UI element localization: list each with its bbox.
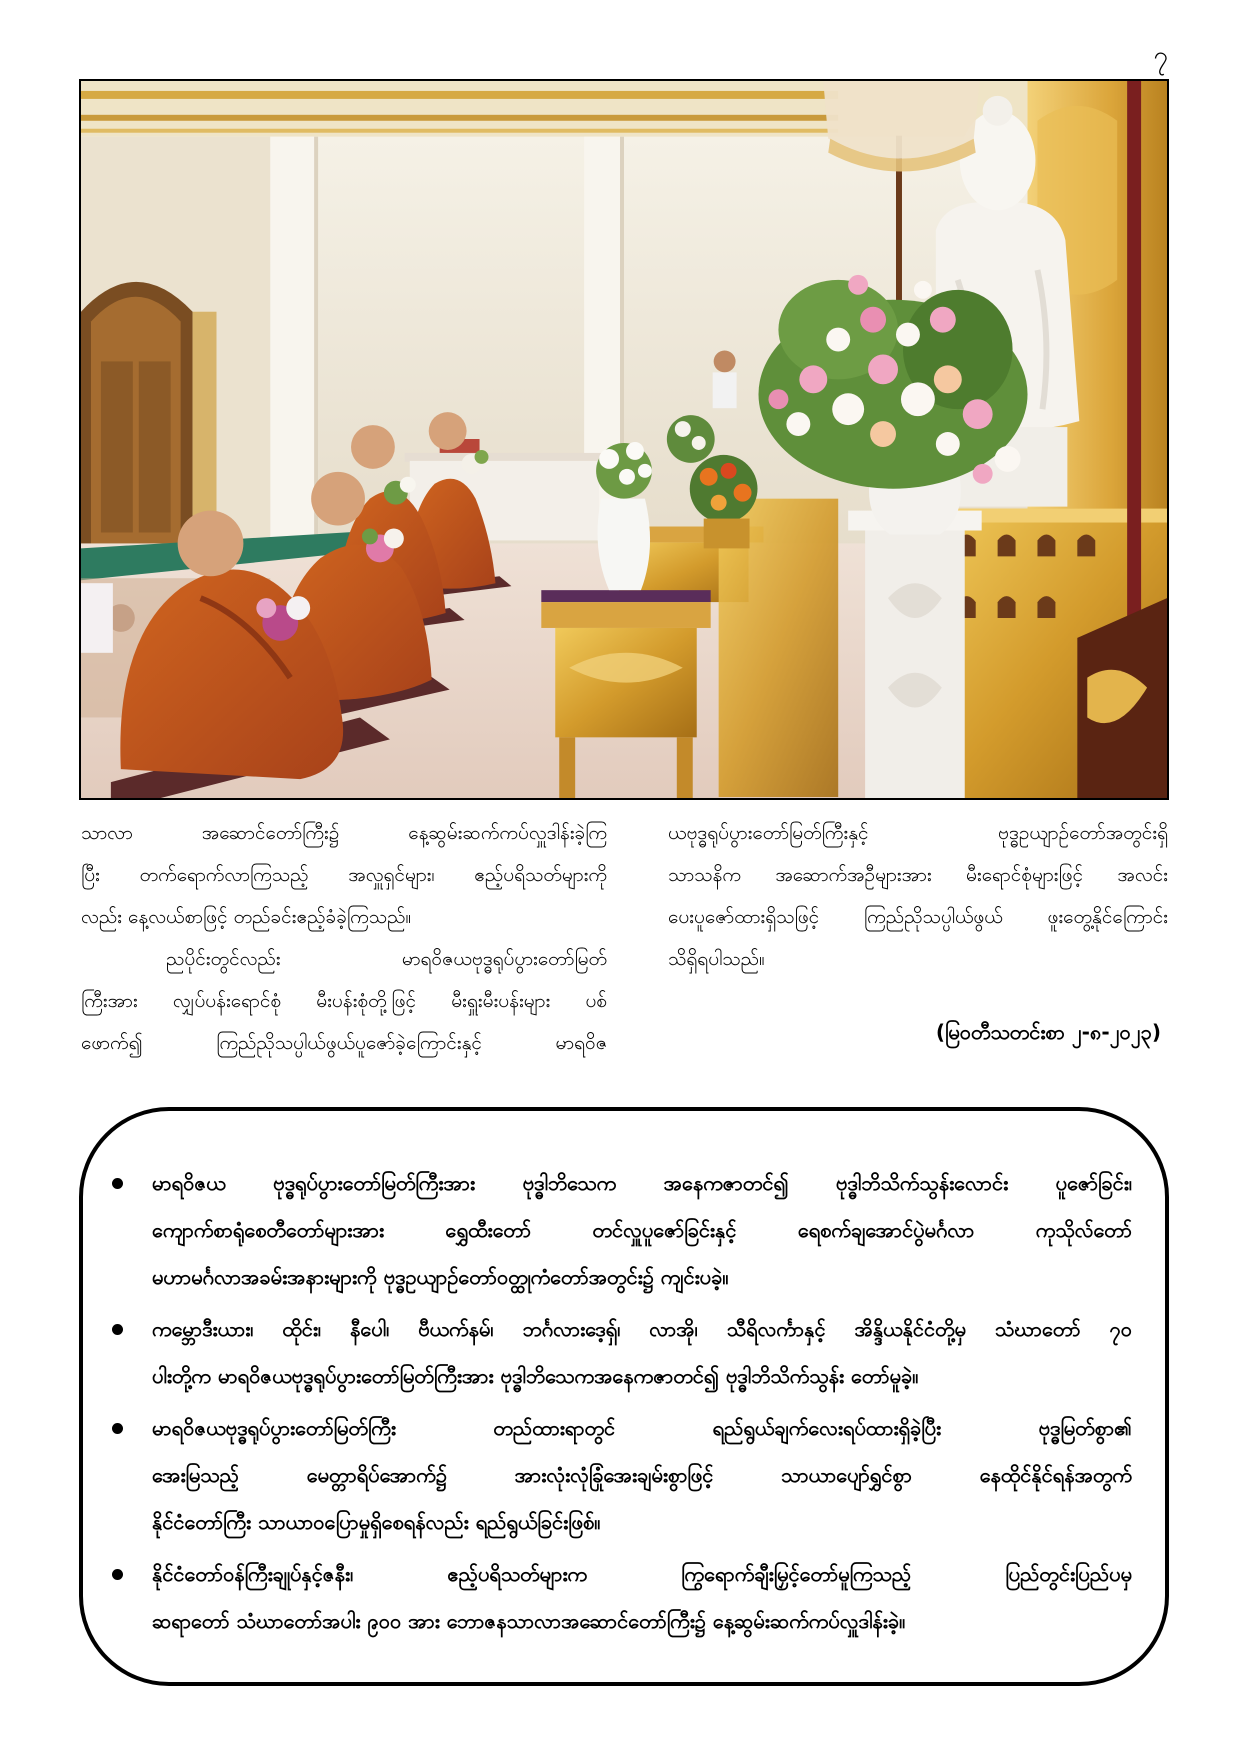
- bullet-icon: [112, 1569, 123, 1580]
- article-line: သာလာ အဆောင်တော်ကြီး၌ နေ့ဆွမ်းဆက်ကပ်လှူဒါန်းခဲ့ကြ: [81, 822, 607, 844]
- highlight-line: မာရဝိဇယ ဗုဒ္ဓရုပ်ပွားတော်မြတ်ကြီးအား ဗုဒ္ဓါဘိသေက အနေကဇာတင်၍ ဗုဒ္ဓါဘိသိက်သွန်းလောင်း ပူဇော်ခြင်း၊: [152, 1171, 1132, 1195]
- ceremony-photo: [79, 79, 1169, 800]
- highlight-item: [152, 1306, 1132, 1400]
- article-right-column: [668, 812, 1168, 980]
- article-line: ကြီးအား လျှပ်ပန်းရောင်စုံ မီးပန်းစုံတို့ဖြင့် မီးရှူးမီးပန်းများ ပစ်: [81, 990, 607, 1012]
- article-line: သာသနိက အဆောက်အဦများအား မီးရောင်စုံများဖြင့် အလင်း: [668, 864, 1168, 886]
- highlight-line: ဆရာတော် သံဃာတော်အပါး ၉၀၀ အား ဘောဇနသာလာအဆောင်တော်ကြီး၌ နေ့ဆွမ်းဆက်ကပ်လှူဒါန်းခဲ့။: [152, 1609, 906, 1633]
- article-line: လည်း နေ့လယ်စာဖြင့် တည်ခင်းဧည့်ခံခဲ့ကြသည်။: [81, 906, 412, 928]
- article-left-column: [81, 812, 607, 1064]
- article-line: ဖောက်၍ ကြည်ညိုသပ္ပါယ်ဖွယ်ပူဇော်ခဲ့ကြောင်းနှင့် မာရဝိဇ: [81, 1032, 607, 1054]
- article-line: ပြီး တက်ရောက်လာကြသည့် အလှူရှင်များ၊ ဧည့်ပရိသတ်များကို: [81, 864, 607, 886]
- highlights-list: [152, 1160, 1132, 1650]
- bullet-icon: [112, 1423, 123, 1434]
- highlight-line: မဟာမင်္ဂလာအခမ်းအနားများကို ဗုဒ္ဓဥယျာဉ်တော်ဝတ္ထုကံတော်အတွင်း၌ ကျင်းပခဲ့။: [152, 1265, 729, 1289]
- highlight-item: [152, 1551, 1132, 1645]
- ceremony-photo-illustration: [81, 81, 1167, 798]
- highlight-line: မာရဝိဇယဗုဒ္ဓရုပ်ပွားတော်မြတ်ကြီး တည်ထားရာတွင် ရည်ရွယ်ချက်လေးရပ်ထားရှိခဲ့ပြီး ဗုဒ္ဓမြတ်စွာ၏: [152, 1416, 1132, 1440]
- highlight-line: နိုင်ငံတော်ဝန်ကြီးချုပ်နှင့်ဇနီး၊ ဧည့်ပရိသတ်များက ကြွရောက်ချီးမြှင့်တော်မူကြသည့် ပြည်တွင်းပြည်ပမှ: [152, 1562, 1132, 1586]
- flower-bouquet: [759, 275, 1028, 489]
- article-line: သိရှိရပါသည်။: [668, 948, 765, 970]
- bullet-icon: [112, 1178, 123, 1189]
- article-line: ယဗုဒ္ဓရုပ်ပွားတော်မြတ်ကြီးနှင့် ဗုဒ္ဓဥယျာဉ်တော်အတွင်းရှိ: [668, 822, 1168, 844]
- page-number: ၇: [1153, 41, 1168, 71]
- highlight-line: ကမ္ဘောဒီးယား၊ ထိုင်း၊ နီပေါ၊ ဗီယက်နမ်၊ ဘင်္ဂလားဒေ့ရှ်၊ လာအို၊ သီရိလင်္ကာနှင့် အိန္ဒိယနိုင်ငံတို့မှ သံဃာတော် ၇၀: [152, 1317, 1132, 1341]
- bullet-icon: [112, 1324, 123, 1335]
- highlight-item: [152, 1405, 1132, 1546]
- highlight-line: နိုင်ငံတော်ကြီး သာယာဝပြောမှုရှိစေရန်လည်း ရည်ရွယ်ခြင်းဖြစ်။: [152, 1510, 601, 1534]
- article-source: (မြဝတီသတင်းစာ ၂-၈-၂၀၂၃): [935, 1020, 1161, 1044]
- arched-door: [81, 282, 217, 549]
- background-attendant: [713, 350, 737, 408]
- highlight-line: အေးမြသည့် မေတ္တာရိပ်အောက်၌ အားလုံးလုံခြုံအေးချမ်းစွာဖြင့် သာယာပျော်ရွှင်စွာ နေထိုင်နိုင်ရန်အတွက်: [152, 1463, 1132, 1487]
- highlight-item: [152, 1160, 1132, 1301]
- article-line: ညပိုင်းတွင်လည်း မာရဝိဇယဗုဒ္ဓရုပ်ပွားတော်မြတ်: [166, 948, 607, 970]
- white-pillar-stand: [848, 477, 982, 798]
- article-line: ပေးပူဇော်ထားရှိသဖြင့် ကြည်ညိုသပ္ပါယ်ဖွယ် ဖူးတွေ့နိုင်ကြောင်း: [668, 906, 1168, 928]
- highlight-line: ပါးတို့က မာရဝိဇယဗုဒ္ဓရုပ်ပွားတော်မြတ်ကြီးအား ဗုဒ္ဓါဘိသေကအနေကဇာတင်၍ ဗုဒ္ဓါဘိသိက်သွန်း တော်မူခဲ့။: [152, 1364, 919, 1388]
- highlights-box: [79, 1107, 1169, 1686]
- highlight-line: ကျောက်စာရုံစေတီတော်များအား ရွှေထီးတော် တင်လှူပူဇော်ခြင်းနှင့် ရေစက်ချအောင်ပွဲမင်္ဂလာ ကုသိုလ်တော်: [152, 1218, 1132, 1242]
